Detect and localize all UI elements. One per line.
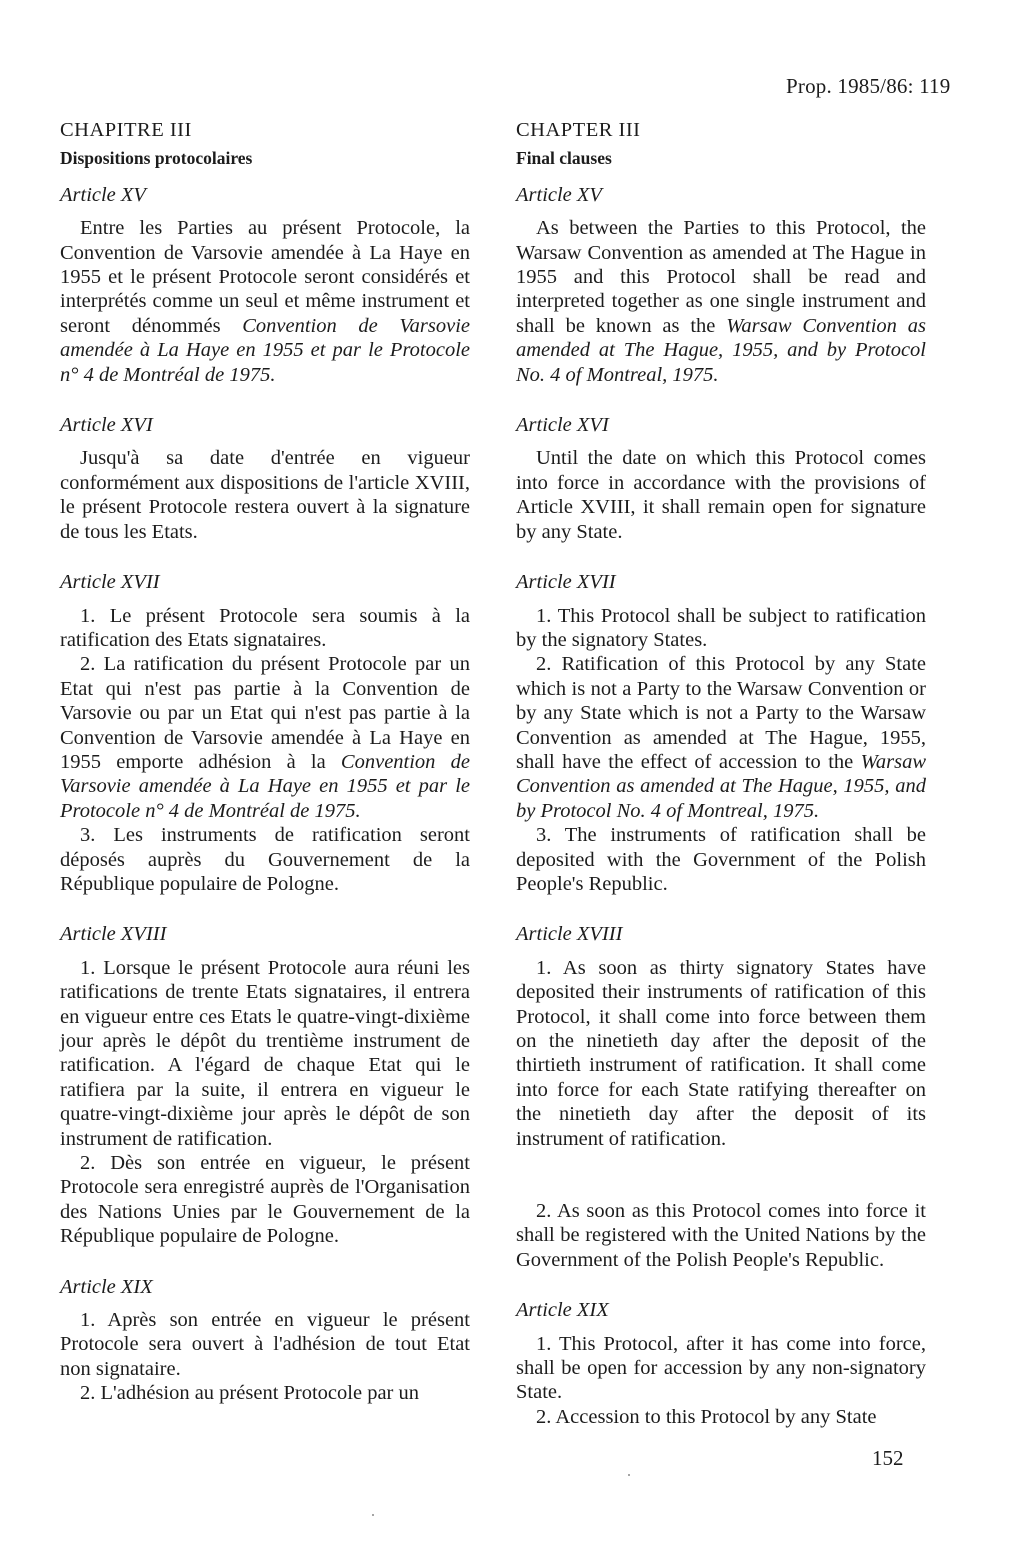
article-xv-text-fr-plain: Entre les Parties au présent Protocole, la Convention de Varsovie amendée à La Haye en 1955 et le présent Protocole seront considérés et interprétés comme un seul et même instrument et seront dénommés [60, 217, 470, 337]
article-xviii-para1-fr: 1. Lorsque le présent Protocole aura réuni les ratifications de trente Etats signataires, il entrera en vigueur entre ces Etats le quatre-vingt-dixième jour après le dépôt du trentième instrument de ratification. A l'égard de chaque Etat qui le ratifiera par la suite, il entrera en vigueur le quatre-vingt-dixième jour après le dépôt de son instrument de ratification. [60, 956, 470, 1150]
article-xix-para1-en: 1. This Protocol, after it has come into force, shall be open for accession by any non-signatory State. [516, 1332, 926, 1404]
article-xvii-para1-fr: 1. Le présent Protocole sera soumis à la ratification des Etats signataires. [60, 604, 470, 651]
chapter-heading-fr: CHAPITRE III [60, 119, 192, 141]
french-column [60, 118, 470, 1406]
article-xvii-para2-fr-plain: 2. La ratification du présent Protocole par un Etat qui n'est pas partie à la Convention de Varsovie ou par un Etat qui n'est pas partie à la Convention de Varsovie amendée à La Haye en 1955 emporte adhésion à la [60, 653, 470, 773]
article-xviii-para2-fr: 2. Dès son entrée en vigueur, le présent Protocole sera enregistré auprès de l'Organisation des Nations Unies par le Gouvernement de la République populaire de Pologne. [60, 1152, 470, 1248]
article-xv-text-fr-italic: Convention de Varsovie amendée à La Haye en 1955 et par le Protocole n° 4 de Montréal de 1975. [60, 314, 470, 386]
article-xvii-para3-fr: 3. Les instruments de ratification seront déposés auprès du Gouvernement de la République populaire de Pologne. [60, 824, 470, 895]
article-xv-text-en-italic: Warsaw Convention as amended at The Hague, 1955, and by Protocol No. 4 of Montreal, 1975. [516, 314, 926, 386]
article-xvii-para2-en [516, 652, 926, 823]
article-xix-title-en: Article XIX [516, 1299, 609, 1322]
page-number: 152 [872, 1446, 904, 1470]
article-xvii-title-en: Article XVII [516, 571, 616, 594]
article-xviii-para1-en: 1. As soon as thirty signatory States have deposited their instruments of ratification of this Protocol, it shall come into force between them on the ninetieth day after the deposit of the thirtieth instrument of ratification. It shall come into force for each State ratifying thereafter on the ninetieth day after the deposit of its instrument of ratification. [516, 956, 926, 1150]
chapter-subtitle-fr: Dispositions protocolaires [60, 148, 253, 169]
article-xvi-text-fr: Jusqu'à sa date d'entrée en vigueur conformément aux dispositions de l'article XVIII, le présent Protocole restera ouvert à la signature de tous les Etats. [60, 447, 470, 543]
article-xvii-para2-fr [60, 652, 470, 823]
article-xix-para2-en: 2. Accession to this Protocol by any State [536, 1405, 877, 1428]
article-xix-para2-fr: 2. L'adhésion au présent Protocole par un [80, 1382, 420, 1405]
article-xvi-title-fr: Article XVI [60, 414, 153, 437]
chapter-subtitle-en: Final clauses [516, 148, 612, 169]
article-xvii-para2-en-italic: Warsaw Convention as amended at The Hague, 1955, and by Protocol No. 4 of Montreal, 1975. [516, 750, 926, 822]
article-xvii-para2-fr-italic: Convention de Varsovie amendée à La Haye en 1955 et par le Protocole n° 4 de Montréal de 1975. [60, 750, 470, 822]
article-xv-title-en: Article XV [516, 183, 602, 206]
article-xv-title-fr: Article XV [60, 183, 146, 206]
article-xvii-para1-en: 1. This Protocol shall be subject to ratification by the signatory States. [516, 604, 926, 651]
article-xvii-para3-en: 3. The instruments of ratification shall be deposited with the Government of the Polish People's Republic. [516, 824, 926, 895]
article-xv-text-fr [60, 216, 470, 387]
article-xv-text-en [516, 216, 926, 387]
article-xv-text-en-plain: As between the Parties to this Protocol, the Warsaw Convention as amended at The Hague in 1955 and this Protocol shall be read and interpreted together as one single instrument and shall be known as the [516, 217, 926, 337]
article-xvi-text-en: Until the date on which this Protocol comes into force in accordance with the provisions of Article XVIII, it shall remain open for signature by any State. [516, 447, 926, 543]
scan-speck [628, 1474, 630, 1476]
english-column [516, 118, 926, 1429]
chapter-heading-en: CHAPTER III [516, 119, 641, 141]
article-xvii-para2-en-plain: 2. Ratification of this Protocol by any State which is not a Party to the Warsaw Convention or by any State which is not a Party to the Warsaw Convention as amended at The Hague, 1955, shall have the effect of accession to the [516, 653, 926, 773]
article-xviii-para2-en: 2. As soon as this Protocol comes into force it shall be registered with the United Nations by the Government of the Polish People's Republic. [516, 1200, 926, 1271]
article-xix-para1-fr: 1. Après son entrée en vigueur le présent Protocole sera ouvert à l'adhésion de tout Etat non signataire. [60, 1309, 470, 1380]
article-xvii-title-fr: Article XVII [60, 571, 160, 594]
article-xviii-title-en: Article XVIII [516, 923, 623, 946]
article-xvi-title-en: Article XVI [516, 414, 609, 437]
scan-speck [372, 1514, 374, 1516]
article-xviii-title-fr: Article XVIII [60, 923, 167, 946]
proposition-reference: Prop. 1985/86: 119 [786, 74, 951, 98]
article-xix-title-fr: Article XIX [60, 1275, 153, 1298]
